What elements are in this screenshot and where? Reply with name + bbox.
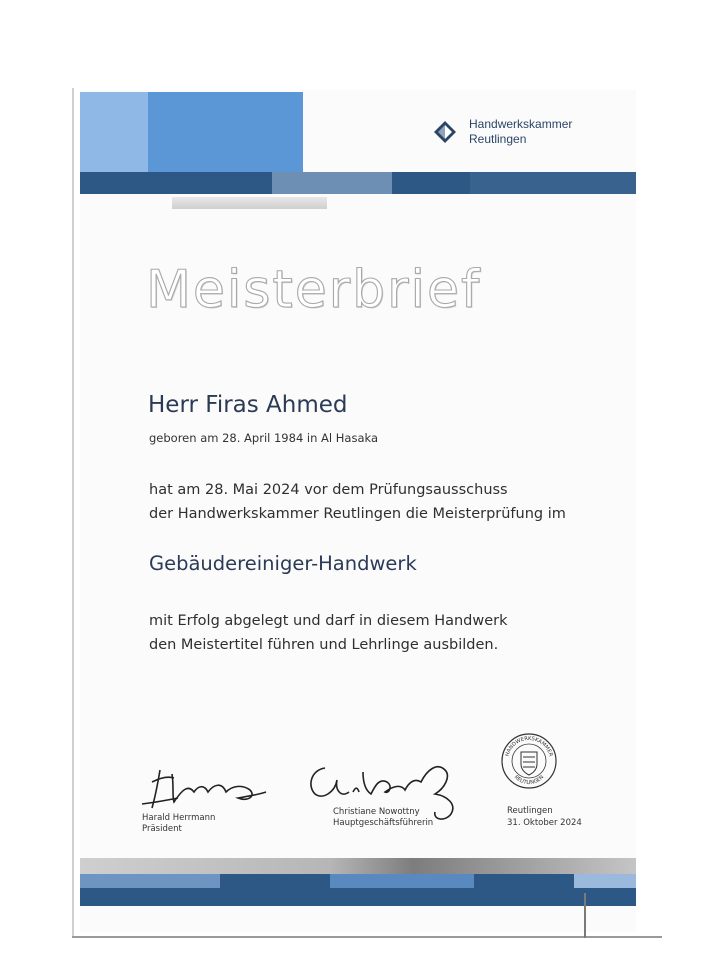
logo-line-2: Reutlingen	[469, 132, 527, 146]
footer-band-segment-mid	[330, 874, 474, 888]
chamber-logo-icon	[433, 120, 457, 144]
president-role: Präsident	[142, 824, 182, 834]
president-signature-block	[142, 813, 215, 835]
issue-block	[507, 805, 582, 829]
footer-band-segment-left	[80, 874, 220, 888]
footer-band-segment-right	[574, 874, 636, 888]
header-block-blue	[148, 92, 303, 172]
manager-name: Christiane Nowottny	[333, 807, 420, 817]
president-name: Harald Herrmann	[142, 813, 216, 823]
recipient-name: Herr Firas Ahmed	[148, 392, 348, 418]
president-signature	[138, 762, 268, 812]
body-line-2: der Handwerkskammer Reutlingen die Meisterprüfung im	[149, 506, 566, 522]
birth-line: geboren am 28. April 1984 in Al Hasaka	[149, 431, 379, 445]
issue-place: Reutlingen	[507, 806, 553, 816]
header-block-light	[80, 92, 148, 172]
svg-text:REUTLINGEN	[513, 774, 545, 786]
seal-bottom-text: REUTLINGEN	[512, 774, 546, 787]
footer-grey-strip	[80, 858, 636, 874]
scan-edge-bottom	[72, 936, 662, 938]
header-band-segment	[272, 172, 392, 194]
body-line-4: den Meistertitel führen und Lehrlinge ausbilden.	[149, 637, 499, 653]
issue-date: 31. Oktober 2024	[507, 818, 582, 828]
body-line-1: hat am 28. Mai 2024 vor dem Prüfungsausschuss	[149, 482, 508, 498]
body-line-3: mit Erfolg abgelegt und darf in diesem Handwerk	[149, 613, 508, 629]
seal-top-text: HANDWERKSKAMMER	[504, 735, 554, 758]
trade-name: Gebäudereiniger-Handwerk	[149, 552, 417, 575]
manager-role: Hauptgeschäftsführerin	[333, 818, 434, 828]
scan-edge-right	[584, 893, 586, 938]
chamber-logo-text	[469, 117, 572, 147]
svg-text:HANDWERKSKAMMER	[505, 736, 554, 758]
logo-line-1: Handwerkskammer	[469, 117, 573, 131]
chamber-seal	[500, 732, 558, 790]
chamber-logo	[433, 117, 572, 147]
certificate-title: Meisterbrief	[146, 260, 482, 320]
manager-signature-block	[333, 807, 433, 829]
scan-edge-left	[72, 88, 74, 938]
header-grey-strip	[172, 197, 327, 209]
header-band-segment-right	[470, 172, 636, 194]
